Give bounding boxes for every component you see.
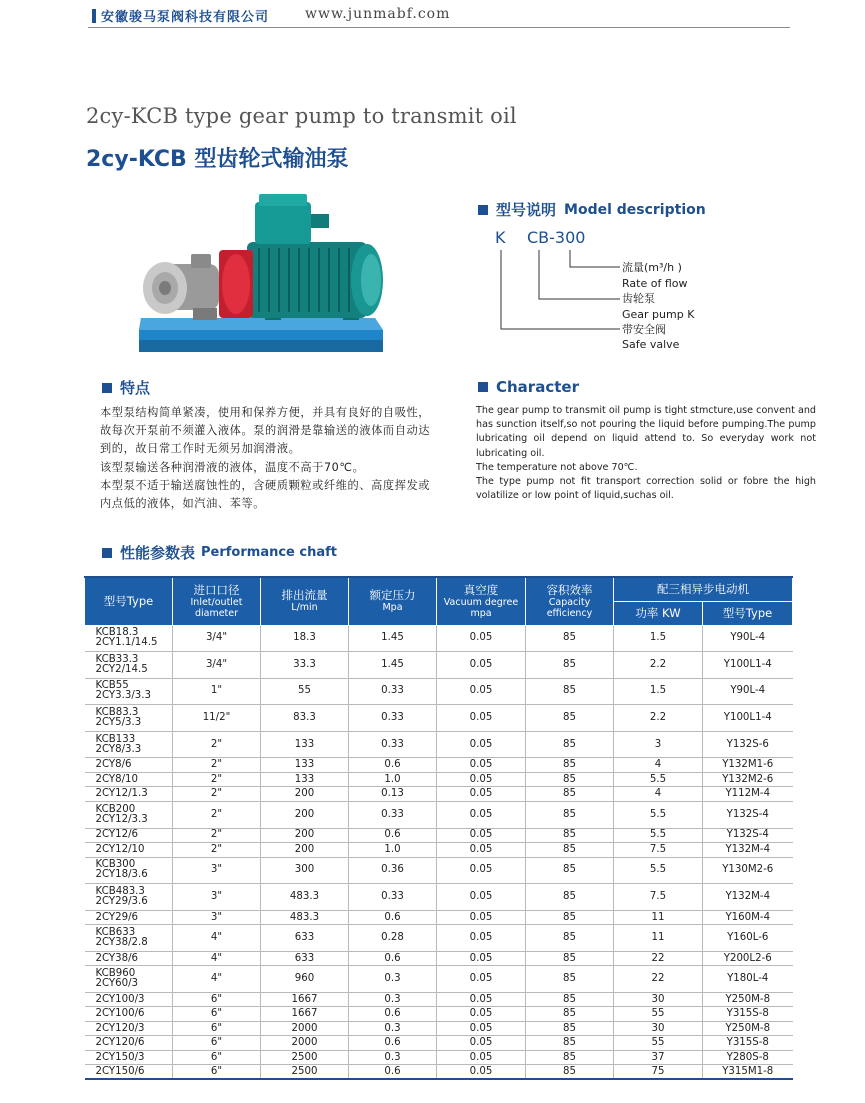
cell-model-line: 2CY38/6: [95, 952, 139, 964]
header-accent-bar: [92, 9, 96, 23]
cell-model-line: 2CY5/3.3: [95, 717, 142, 729]
cell-power: 1.5: [614, 625, 703, 652]
cell-efficiency: 85: [526, 652, 614, 679]
cell-model-line: KCB83.3: [95, 707, 139, 719]
cell-model-line: 2CY1.1/14.5: [95, 637, 158, 649]
cell-pressure: 0.33: [349, 801, 437, 828]
cell-vacuum: 0.05: [437, 705, 526, 732]
cell-inlet: 3": [173, 884, 261, 911]
table-row: [85, 843, 793, 858]
cell-motor: Y112M-4: [703, 787, 793, 802]
cell-model-line: 2CY12/1.3: [95, 788, 148, 800]
cell-inlet: 11/2": [173, 705, 261, 732]
cell-pressure: 1.45: [349, 652, 437, 679]
character-paragraph: The gear pump to transmit oil pump is tight stmcture,use convent and has sunction itself,so not pouring the liquid before pumping.The pump lubricating oil depend on liquid attend to. So everyday work not lubricating oil.: [476, 405, 816, 459]
cell-model-line: 2CY12/10: [95, 843, 145, 855]
cell-power: 11: [614, 910, 703, 925]
cell-model: [85, 951, 173, 966]
features-heading-text: 特点: [120, 379, 151, 397]
cell-vacuum: 0.05: [437, 857, 526, 884]
table-row: [85, 705, 793, 732]
features-paragraph: 本型泵结构简单紧凑，使用和保养方便，并具有良好的自吸性，故每次开泵前不须灌入液体。泵的润滑是靠输送的液体而自动达到的，故日常工作时无须另加润滑液。: [100, 406, 431, 456]
cell-power: 22: [614, 966, 703, 993]
cell-efficiency: 85: [526, 801, 614, 828]
cell-efficiency: 85: [526, 910, 614, 925]
cell-motor: Y315S-8: [703, 1007, 793, 1022]
col-header-vacuum: [437, 577, 526, 625]
cell-model-line: KCB18.3: [95, 627, 139, 639]
cell-efficiency: 85: [526, 857, 614, 884]
cell-inlet: 3/4": [173, 625, 261, 652]
table-row: [85, 828, 793, 843]
cell-efficiency: 85: [526, 828, 614, 843]
performance-table-body: [85, 625, 793, 1079]
cell-model-line: 2CY38/2.8: [95, 937, 148, 949]
cell-model: [85, 787, 173, 802]
cell-motor: Y250M-8: [703, 992, 793, 1007]
cell-model-line: KCB960: [95, 968, 136, 980]
model-code-cb: CB-300: [527, 228, 586, 247]
cell-efficiency: 85: [526, 884, 614, 911]
col-header-inlet: [173, 577, 261, 625]
cell-vacuum: 0.05: [437, 884, 526, 911]
model-code-diagram: [480, 225, 700, 355]
col-header-flow-en: L/min: [291, 602, 318, 614]
cell-flow: 83.3: [261, 705, 349, 732]
page-title-cn: 2cy-KCB 型齿轮式输油泵: [86, 147, 349, 172]
col-header-pressure-en: Mpa: [382, 602, 403, 614]
cell-pressure: 0.6: [349, 758, 437, 773]
cell-model: [85, 1065, 173, 1080]
cell-flow: 2500: [261, 1050, 349, 1065]
cell-flow: 18.3: [261, 625, 349, 652]
cell-inlet: 2": [173, 731, 261, 758]
cell-efficiency: 85: [526, 678, 614, 705]
cell-efficiency: 85: [526, 843, 614, 858]
cell-pressure: 0.6: [349, 828, 437, 843]
cell-power: 1.5: [614, 678, 703, 705]
cell-model: [85, 1021, 173, 1036]
table-row: [85, 652, 793, 679]
col-header-efficiency-cn: 容积效率: [546, 582, 593, 597]
model-description-heading-en: Model description: [564, 201, 706, 218]
cell-efficiency: 85: [526, 1050, 614, 1065]
cell-inlet: 3/4": [173, 652, 261, 679]
cell-pressure: 0.28: [349, 925, 437, 952]
cell-model-line: 2CY29/6: [95, 911, 139, 923]
col-header-pressure: [349, 577, 437, 625]
cell-model-line: KCB55: [95, 680, 129, 692]
cell-inlet: 6": [173, 1065, 261, 1080]
cell-power: 11: [614, 925, 703, 952]
col-header-model: 型号Type: [85, 577, 173, 625]
cell-model-line: 2CY120/6: [95, 1037, 145, 1049]
cell-pressure: 0.36: [349, 857, 437, 884]
cell-inlet: 2": [173, 801, 261, 828]
cell-motor: Y132M-4: [703, 843, 793, 858]
cell-motor: Y160M-4: [703, 910, 793, 925]
cell-vacuum: 0.05: [437, 966, 526, 993]
cell-vacuum: 0.05: [437, 731, 526, 758]
col-header-motor-type: 型号Type: [703, 601, 793, 625]
cell-model: [85, 1036, 173, 1051]
cell-model: [85, 652, 173, 679]
cell-flow: 2500: [261, 1065, 349, 1080]
cell-efficiency: 85: [526, 705, 614, 732]
cell-pressure: 1.0: [349, 772, 437, 787]
label-gear-pump-en: Gear pump K: [622, 308, 695, 321]
cell-model: [85, 925, 173, 952]
cell-model-line: 2CY150/6: [95, 1065, 145, 1077]
cell-pressure: 0.33: [349, 705, 437, 732]
cell-pressure: 0.6: [349, 910, 437, 925]
cell-inlet: 1": [173, 678, 261, 705]
cell-model-line: 2CY60/3: [95, 978, 139, 990]
cell-model: [85, 884, 173, 911]
cell-efficiency: 85: [526, 772, 614, 787]
table-row: [85, 731, 793, 758]
cell-power: 2.2: [614, 705, 703, 732]
cell-flow: 960: [261, 966, 349, 993]
cell-motor: Y180L-4: [703, 966, 793, 993]
cell-flow: 1667: [261, 1007, 349, 1022]
cell-model-line: KCB483.3: [95, 885, 145, 897]
performance-heading: [102, 542, 337, 563]
cell-motor: Y132M1-6: [703, 758, 793, 773]
cell-model-line: 2CY18/3.6: [95, 869, 148, 881]
cell-vacuum: 0.05: [437, 951, 526, 966]
cell-motor: Y200L2-6: [703, 951, 793, 966]
cell-power: 7.5: [614, 884, 703, 911]
col-header-vacuum-en: Vacuum degree mpa: [443, 596, 519, 619]
cell-pressure: 0.33: [349, 731, 437, 758]
features-paragraph: 本型泵不适于输送腐蚀性的，含硬质颗粒或纤维的、高度挥发或内点低的液体，如汽油、苯等。: [100, 478, 431, 511]
cell-efficiency: 85: [526, 951, 614, 966]
table-row: [85, 625, 793, 652]
cell-power: 55: [614, 1007, 703, 1022]
cell-inlet: 6": [173, 1021, 261, 1036]
cell-vacuum: 0.05: [437, 625, 526, 652]
col-header-inlet-en: Inlet/outlet diameter: [190, 596, 243, 619]
features-paragraph: 该型泵输送各种润滑液的液体，温度不高于70℃。: [100, 460, 365, 474]
cell-model: [85, 1007, 173, 1022]
table-row: [85, 678, 793, 705]
cell-vacuum: 0.05: [437, 1036, 526, 1051]
cell-model: [85, 731, 173, 758]
cell-vacuum: 0.05: [437, 992, 526, 1007]
cell-motor: Y130M2-6: [703, 857, 793, 884]
header-divider: [88, 27, 790, 28]
cell-model-line: KCB33.3: [95, 653, 139, 665]
cell-motor: Y132S-6: [703, 731, 793, 758]
cell-flow: 33.3: [261, 652, 349, 679]
cell-vacuum: 0.05: [437, 925, 526, 952]
table-row: [85, 910, 793, 925]
cell-vacuum: 0.05: [437, 1021, 526, 1036]
cell-power: 4: [614, 758, 703, 773]
cell-power: 5.5: [614, 801, 703, 828]
character-heading-text: Character: [496, 378, 579, 396]
cell-pressure: 0.13: [349, 787, 437, 802]
table-row: [85, 787, 793, 802]
cell-efficiency: 85: [526, 966, 614, 993]
cell-flow: 55: [261, 678, 349, 705]
company-name: 安徽骏马泵阀科技有限公司: [101, 10, 270, 25]
label-safe-valve-cn: 带安全阀: [622, 323, 666, 336]
cell-efficiency: 85: [526, 1065, 614, 1080]
cell-model-line: 2CY12/6: [95, 829, 139, 841]
cell-inlet: 4": [173, 966, 261, 993]
cell-model: [85, 828, 173, 843]
col-header-flow-cn: 排出流量: [281, 588, 328, 603]
cell-inlet: 3": [173, 857, 261, 884]
cell-flow: 133: [261, 772, 349, 787]
cell-flow: 483.3: [261, 884, 349, 911]
label-gear-pump-cn: 齿轮泵: [622, 292, 655, 305]
cell-model: [85, 843, 173, 858]
table-row: [85, 758, 793, 773]
cell-pressure: 0.33: [349, 678, 437, 705]
cell-model-line: 2CY2/14.5: [95, 663, 148, 675]
cell-power: 7.5: [614, 843, 703, 858]
cell-vacuum: 0.05: [437, 1007, 526, 1022]
cell-efficiency: 85: [526, 625, 614, 652]
cell-vacuum: 0.05: [437, 758, 526, 773]
cell-efficiency: 85: [526, 1021, 614, 1036]
cell-model-line: 2CY8/10: [95, 773, 139, 785]
cell-pressure: 0.33: [349, 884, 437, 911]
character-body: [476, 404, 816, 503]
cell-model-line: 2CY120/3: [95, 1022, 145, 1034]
character-paragraph: The type pump not fit transport correction solid or fobre the high volatilize or low point of liquid,suchas oil.: [476, 476, 816, 502]
cell-power: 55: [614, 1036, 703, 1051]
cell-power: 30: [614, 1021, 703, 1036]
cell-model: [85, 772, 173, 787]
cell-model-line: 2CY3.3/3.3: [95, 690, 151, 702]
cell-model-line: KCB300: [95, 859, 136, 871]
cell-model: [85, 625, 173, 652]
cell-motor: Y250M-8: [703, 1021, 793, 1036]
cell-efficiency: 85: [526, 1036, 614, 1051]
cell-model-line: KCB633: [95, 927, 136, 939]
model-description-heading: [478, 199, 706, 220]
cell-power: 2.2: [614, 652, 703, 679]
cell-inlet: 6": [173, 1050, 261, 1065]
col-header-pressure-cn: 额定压力: [369, 588, 416, 603]
cell-power: 3: [614, 731, 703, 758]
cell-model: [85, 910, 173, 925]
table-row: [85, 992, 793, 1007]
cell-flow: 2000: [261, 1021, 349, 1036]
cell-power: 5.5: [614, 828, 703, 843]
cell-inlet: 6": [173, 992, 261, 1007]
cell-inlet: 2": [173, 828, 261, 843]
cell-inlet: 4": [173, 951, 261, 966]
cell-flow: 133: [261, 731, 349, 758]
cell-flow: 1667: [261, 992, 349, 1007]
col-header-efficiency: [526, 577, 614, 625]
character-heading: [478, 378, 579, 396]
cell-pressure: 0.3: [349, 1050, 437, 1065]
table-row: [85, 966, 793, 993]
cell-flow: 200: [261, 787, 349, 802]
col-header-efficiency-en: Capacity efficiency: [546, 596, 593, 619]
cell-efficiency: 85: [526, 992, 614, 1007]
cell-power: 4: [614, 787, 703, 802]
cell-model-line: KCB200: [95, 803, 136, 815]
cell-model: [85, 1050, 173, 1065]
cell-pressure: 0.6: [349, 1007, 437, 1022]
cell-model-line: 2CY8/6: [95, 759, 132, 771]
cell-flow: 633: [261, 925, 349, 952]
character-paragraph: The temperature not above 70℃.: [476, 461, 638, 473]
cell-efficiency: 85: [526, 787, 614, 802]
table-row: [85, 1007, 793, 1022]
table-row: [85, 951, 793, 966]
cell-flow: 200: [261, 843, 349, 858]
heading-square-icon: [102, 383, 112, 393]
performance-table: [84, 576, 793, 1080]
cell-vacuum: 0.05: [437, 828, 526, 843]
cell-flow: 200: [261, 801, 349, 828]
cell-inlet: 4": [173, 925, 261, 952]
cell-efficiency: 85: [526, 758, 614, 773]
table-row: [85, 801, 793, 828]
cell-model-line: KCB133: [95, 733, 136, 745]
cell-power: 22: [614, 951, 703, 966]
cell-model: [85, 966, 173, 993]
cell-inlet: 2": [173, 772, 261, 787]
cell-model: [85, 705, 173, 732]
cell-flow: 300: [261, 857, 349, 884]
cell-inlet: 3": [173, 910, 261, 925]
cell-inlet: 6": [173, 1036, 261, 1051]
table-row: [85, 857, 793, 884]
cell-model-line: 2CY100/6: [95, 1008, 145, 1020]
cell-motor: Y90L-4: [703, 678, 793, 705]
cell-vacuum: 0.05: [437, 1050, 526, 1065]
cell-model-line: 2CY12/3.3: [95, 813, 148, 825]
cell-power: 5.5: [614, 772, 703, 787]
cell-power: 5.5: [614, 857, 703, 884]
table-row: [85, 1050, 793, 1065]
col-header-inlet-cn: 进口口径: [193, 582, 240, 597]
cell-vacuum: 0.05: [437, 652, 526, 679]
model-description-heading-cn: 型号说明: [496, 201, 557, 219]
cell-model: [85, 801, 173, 828]
cell-flow: 133: [261, 758, 349, 773]
cell-motor: Y315M1-8: [703, 1065, 793, 1080]
cell-efficiency: 85: [526, 1007, 614, 1022]
model-code-k: K: [495, 228, 506, 247]
cell-motor: Y100L1-4: [703, 652, 793, 679]
cell-motor: Y132S-4: [703, 801, 793, 828]
performance-heading-cn: 性能参数表: [120, 544, 196, 562]
cell-power: 30: [614, 992, 703, 1007]
label-flow-cn: 流量(m³/h ): [622, 261, 682, 274]
cell-efficiency: 85: [526, 925, 614, 952]
table-row: [85, 1065, 793, 1080]
cell-motor: Y132S-4: [703, 828, 793, 843]
cell-vacuum: 0.05: [437, 910, 526, 925]
cell-motor: Y315S-8: [703, 1036, 793, 1051]
col-header-motor-group: 配三相异步电动机: [614, 577, 793, 601]
cell-model: [85, 758, 173, 773]
cell-vacuum: 0.05: [437, 678, 526, 705]
cell-flow: 633: [261, 951, 349, 966]
table-row: [85, 772, 793, 787]
cell-model-line: 2CY100/3: [95, 993, 145, 1005]
cell-model: [85, 857, 173, 884]
table-row: [85, 1036, 793, 1051]
cell-vacuum: 0.05: [437, 843, 526, 858]
cell-vacuum: 0.05: [437, 1065, 526, 1080]
features-heading: [102, 377, 150, 398]
cell-power: 75: [614, 1065, 703, 1080]
cell-inlet: 2": [173, 843, 261, 858]
cell-pressure: 0.3: [349, 992, 437, 1007]
cell-pressure: 0.6: [349, 951, 437, 966]
col-header-vacuum-cn: 真空度: [463, 582, 499, 597]
cell-model-line: 2CY8/3.3: [95, 743, 142, 755]
col-header-power: 功率 KW: [614, 601, 703, 625]
col-header-flow: [261, 577, 349, 625]
cell-motor: Y132M2-6: [703, 772, 793, 787]
cell-pressure: 1.0: [349, 843, 437, 858]
cell-vacuum: 0.05: [437, 801, 526, 828]
label-safe-valve-en: Safe valve: [622, 338, 680, 351]
cell-vacuum: 0.05: [437, 772, 526, 787]
cell-inlet: 2": [173, 787, 261, 802]
heading-square-icon: [102, 548, 112, 558]
table-row: [85, 925, 793, 952]
cell-inlet: 2": [173, 758, 261, 773]
heading-square-icon: [478, 205, 488, 215]
label-flow-en: Rate of flow: [622, 277, 688, 290]
performance-heading-en: Performance chaft: [201, 545, 337, 560]
cell-motor: Y100L1-4: [703, 705, 793, 732]
gear-pump-product-image: [135, 180, 395, 360]
cell-flow: 483.3: [261, 910, 349, 925]
cell-vacuum: 0.05: [437, 787, 526, 802]
cell-pressure: 1.45: [349, 625, 437, 652]
cell-model-line: 2CY29/3.6: [95, 895, 148, 907]
features-body: [100, 404, 440, 513]
page-title-en: 2cy-KCB type gear pump to transmit oil: [86, 104, 517, 128]
cell-flow: 200: [261, 828, 349, 843]
cell-pressure: 0.3: [349, 1021, 437, 1036]
cell-motor: Y160L-6: [703, 925, 793, 952]
cell-model: [85, 678, 173, 705]
cell-efficiency: 85: [526, 731, 614, 758]
table-row: [85, 1021, 793, 1036]
heading-square-icon: [478, 382, 488, 392]
cell-flow: 2000: [261, 1036, 349, 1051]
cell-model-line: 2CY150/3: [95, 1051, 145, 1063]
table-row: [85, 884, 793, 911]
cell-motor: Y90L-4: [703, 625, 793, 652]
cell-model: [85, 992, 173, 1007]
cell-pressure: 0.6: [349, 1036, 437, 1051]
cell-pressure: 0.6: [349, 1065, 437, 1080]
cell-motor: Y132M-4: [703, 884, 793, 911]
company-url[interactable]: www.junmabf.com: [305, 6, 451, 22]
cell-motor: Y280S-8: [703, 1050, 793, 1065]
cell-inlet: 6": [173, 1007, 261, 1022]
cell-pressure: 0.3: [349, 966, 437, 993]
cell-power: 37: [614, 1050, 703, 1065]
